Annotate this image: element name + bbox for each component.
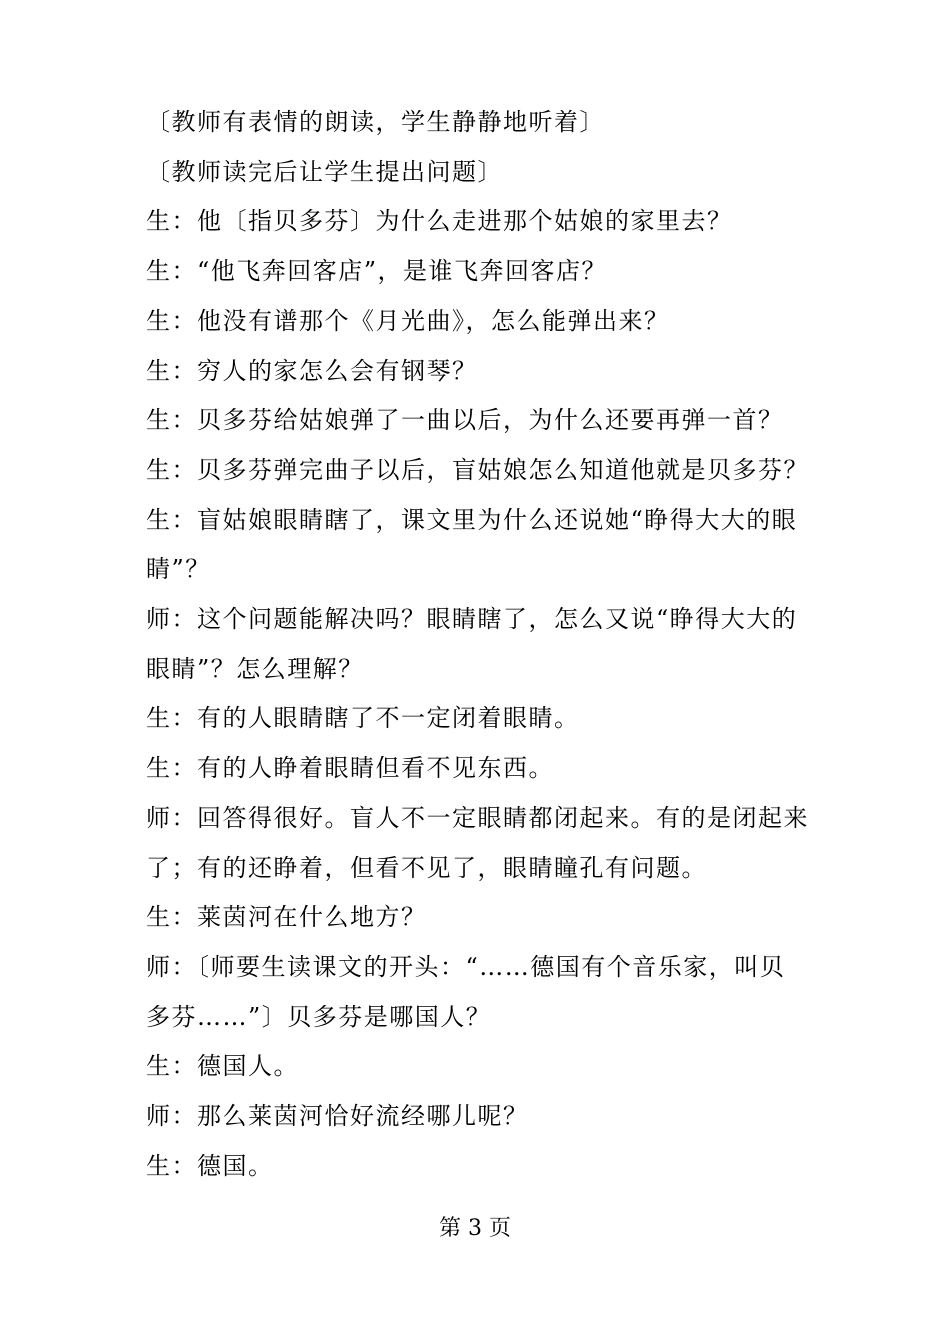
paragraph-line: 了；有的还睁着，但看不见了，眼睛瞳孔有问题。: [146, 853, 707, 882]
dialogue-paragraph: [146, 893, 814, 943]
paragraph-line: 眼睛”？怎么理解？: [146, 654, 364, 683]
paragraph-line: 〔教师读完后让学生提出问题〕: [146, 157, 503, 186]
dialogue-paragraph: [146, 744, 814, 794]
page-footer: [0, 1212, 950, 1246]
dialogue-paragraph: [146, 396, 814, 446]
paragraph-line: 生：“他飞奔回客店”，是谁飞奔回客店？: [146, 257, 608, 286]
paragraph-line: 师：〔师要生读课文的开头：“……德国有个音乐家，叫贝: [146, 952, 786, 981]
paragraph-line: 师：这个问题能解决吗？眼睛瞎了，怎么又说“睁得大大的: [146, 605, 798, 634]
page-number-label: 第 3 页: [439, 1216, 511, 1241]
dialogue-paragraph: [146, 98, 814, 148]
document-body: [146, 98, 814, 1191]
paragraph-line: 生：德国。: [146, 1151, 274, 1180]
dialogue-paragraph: [146, 943, 814, 1042]
dialogue-paragraph: [146, 595, 814, 694]
paragraph-line: 生：穷人的家怎么会有钢琴？: [146, 356, 478, 385]
paragraph-line: 生：贝多芬给姑娘弹了一曲以后，为什么还要再弹一首？: [146, 406, 784, 435]
dialogue-paragraph: [146, 247, 814, 297]
paragraph-line: 生：他没有谱那个《月光曲》，怎么能弹出来？: [146, 306, 670, 335]
paragraph-line: 多芬……”〕贝多芬是哪国人？: [146, 1002, 492, 1031]
paragraph-line: 生：贝多芬弹完曲子以后，盲姑娘怎么知道他就是贝多芬？: [146, 455, 809, 484]
dialogue-paragraph: [146, 1042, 814, 1092]
dialogue-paragraph: [146, 694, 814, 744]
dialogue-paragraph: [146, 446, 814, 496]
dialogue-paragraph: [146, 1092, 814, 1142]
dialogue-paragraph: [146, 1142, 814, 1192]
dialogue-paragraph: [146, 297, 814, 347]
paragraph-line: 生：德国人。: [146, 1052, 299, 1081]
dialogue-paragraph: [146, 794, 814, 893]
paragraph-line: 生：盲姑娘眼睛瞎了，课文里为什么还说她“睁得大大的眼: [146, 505, 798, 534]
paragraph-line: 师：那么莱茵河恰好流经哪儿呢？: [146, 1102, 529, 1131]
paragraph-line: 睛”？: [146, 555, 211, 584]
dialogue-paragraph: [146, 197, 814, 247]
paragraph-line: 〔教师有表情的朗读，学生静静地听着〕: [146, 108, 605, 136]
paragraph-line: 生：有的人睁着眼睛但看不见东西。: [146, 754, 554, 783]
paragraph-line: 师：回答得很好。盲人不一定眼睛都闭起来。有的是闭起来: [146, 803, 809, 832]
paragraph-line: 生：他〔指贝多芬〕为什么走进那个姑娘的家里去？: [146, 207, 733, 236]
paragraph-line: 生：莱茵河在什么地方？: [146, 903, 427, 932]
paragraph-line: 生：有的人眼睛瞎了不一定闭着眼睛。: [146, 704, 580, 733]
dialogue-paragraph: [146, 148, 814, 198]
dialogue-paragraph: [146, 347, 814, 397]
dialogue-paragraph: [146, 496, 814, 595]
